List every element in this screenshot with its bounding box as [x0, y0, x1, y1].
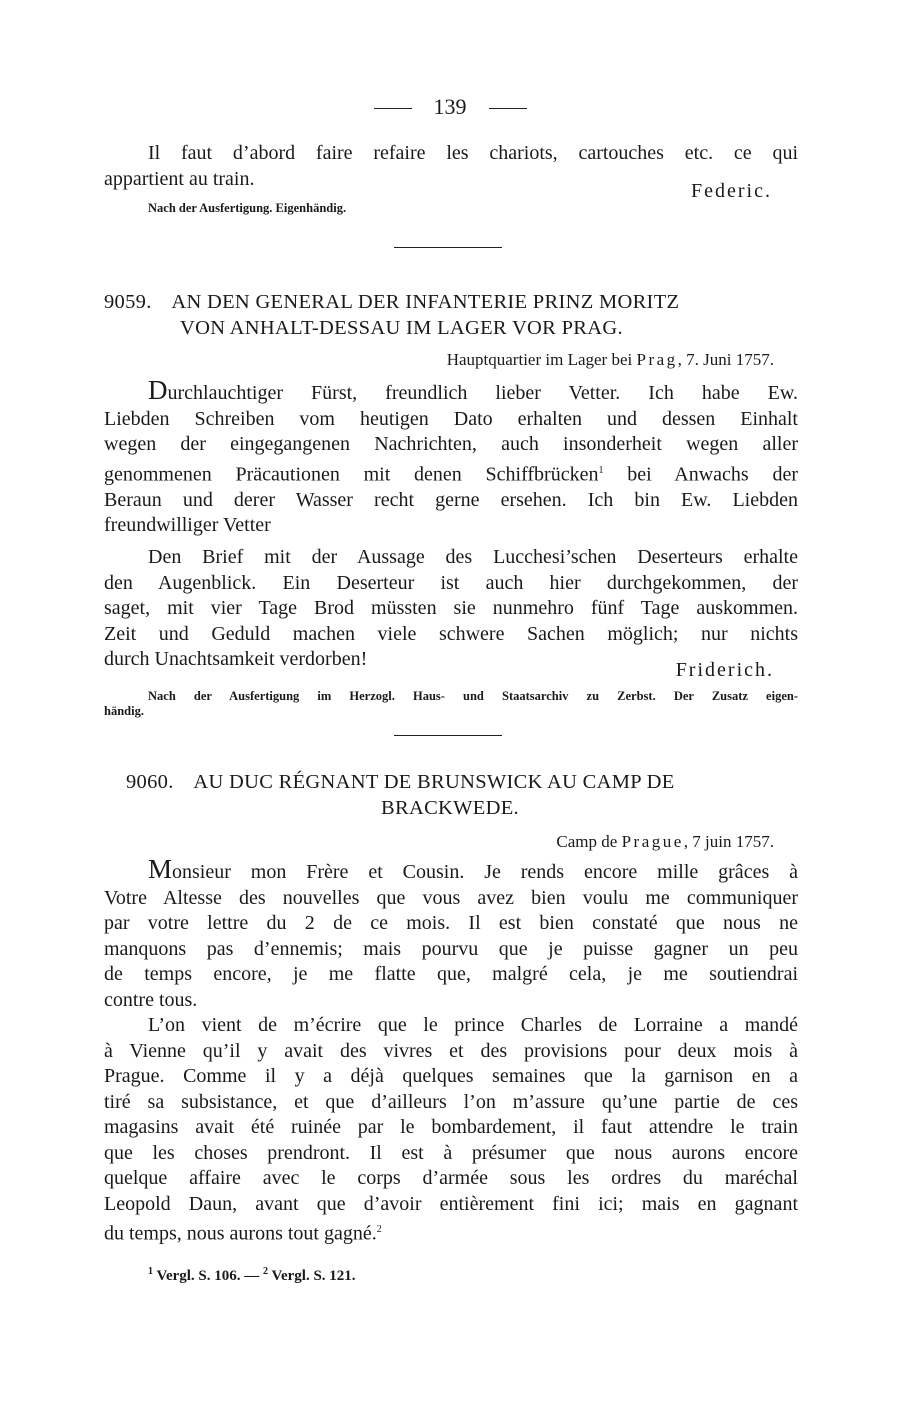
footnote-1: Vergl. S. 106. —: [156, 1268, 260, 1284]
letter-heading: [104, 289, 804, 315]
text-line: Durchlauchtiger Fürst, freundlich lieber Vetter. Ich habe Ew.: [148, 375, 798, 405]
text-line: manquons pas d’ennemis; mais pourvu que je puisse gagner un peu: [104, 937, 798, 960]
page-number-dash-left: [374, 108, 412, 109]
footnote-mark: 2: [376, 1224, 382, 1235]
text-line: que les choses prendront. Il est à présumer que nous aurons encore: [104, 1141, 798, 1164]
text-line: à Vienne qu’il y avait des vivres et des provisions pour deux mois à: [104, 1039, 798, 1062]
footnote-mark: 1: [148, 1266, 153, 1277]
section-divider: [394, 735, 502, 736]
text-line: par votre lettre du 2 de ce mois. Il est bien constaté que nous ne: [104, 912, 798, 934]
text-line: genommenen Präcautionen mit denen Schiffbrücken$^1$ bei Anwachs der: [104, 463, 798, 486]
text-line: Leopold Daun, avant que d’avoir entièrement fini ici; mais en gagnant: [104, 1192, 798, 1215]
letter-number: 9060.: [126, 771, 174, 793]
text-line: Den Brief mit der Aussage des Lucchesi’schen Deserteurs erhalte: [148, 546, 798, 568]
text-line: L’on vient de m’écrire que le prince Charles de Lorraine a mandé: [148, 1014, 798, 1036]
letter-paragraph: [104, 854, 798, 1013]
text-line: durch Unachtsamkeit verdorben!: [104, 648, 368, 670]
text-line: Votre Altesse des nouvelles que vous avez bien voulu me communiquer: [104, 886, 798, 909]
text-line: contre tous.: [104, 988, 198, 1011]
text-line: du temps, nous aurons tout gagné.$^2$: [104, 1222, 382, 1245]
text-line: quelque affaire avec le corps d’armée sous les ordres du maréchal: [104, 1167, 798, 1189]
footnote-2: Vergl. S. 121.: [271, 1268, 356, 1284]
section-divider: [394, 247, 502, 248]
footnote-mark: 2: [263, 1266, 269, 1277]
footnote-mark: 1: [598, 464, 604, 476]
page-number-dash-right: [489, 108, 527, 109]
letter-heading: [126, 769, 806, 795]
text-line: Beraun und derer Wasser recht gerne ersehen. Ich bin Ew. Liebden: [104, 488, 798, 511]
dateline-place: Prag: [636, 350, 678, 369]
signature-federic: Federic.: [691, 180, 772, 202]
letter-recipient: AU DUC RÉGNANT DE BRUNSWICK AU CAMP DE: [193, 771, 675, 793]
text-line: freundwilliger Vetter: [104, 514, 271, 537]
initial-letter: D: [148, 375, 168, 405]
signature-friderich: Friderich.: [675, 659, 774, 681]
text-line: saget, mit vier Tage Brod müssten sie nunmehro fünf Tage auskommen.: [104, 597, 798, 619]
letter-heading-line2: BRACKWEDE.: [381, 797, 519, 819]
text-line: tiré sa subsistance, et que d’ailleurs l’on m’assure qu’une partie de ces: [104, 1090, 798, 1113]
text-line: appartient au train.: [104, 167, 255, 190]
text-line: Prague. Comme il y a déjà quelques semaines que la garnison en a: [104, 1065, 798, 1087]
text-line: de temps encore, je me flatte que, malgré cela, je me soutiendrai: [104, 963, 798, 985]
text-line: magasins avait été ruinée par le bombardement, il faut attendre le train: [104, 1116, 798, 1138]
letter-paragraph: [104, 1013, 798, 1247]
dateline-place: Prague: [621, 832, 684, 851]
letter-dateline: Hauptquartier im Lager bei Prag, 7. Juni 1757.: [446, 350, 774, 369]
footnotes: [148, 1266, 748, 1285]
initial-letter: M: [148, 854, 173, 884]
letter-number: 9059.: [104, 291, 152, 313]
letter-dateline: Camp de Prague, 7 juin 1757.: [556, 832, 774, 851]
text-line: Monsieur mon Frère et Cousin. Je rends encore mille grâces à: [148, 854, 798, 884]
source-note: Nach der Ausfertigung. Eigenhändig.: [148, 201, 347, 215]
text-line: Zeit und Geduld machen viele schwere Sachen möglich; nur nichts: [104, 622, 798, 645]
text-line: Il faut d’abord faire refaire les chariots, cartouches etc. ce qui: [148, 142, 798, 164]
letter-postscript: [104, 545, 798, 673]
letter-recipient: AN DEN GENERAL DER INFANTERIE PRINZ MORITZ: [171, 291, 680, 313]
letter-heading-line2: VON ANHALT-DESSAU IM LAGER VOR PRAG.: [180, 317, 623, 339]
text-line: wegen der eingegangenen Nachrichten, auch insonderheit wegen aller: [104, 433, 798, 455]
text-line: Liebden Schreiben vom heutigen Dato erhalten und dessen Einhalt: [104, 407, 798, 430]
source-note: Nach der Ausfertigung im Herzogl. Haus- und Staatsarchiv zu Zerbst. Der Zusatz eigen- händig.: [104, 689, 798, 718]
text-line: den Augenblick. Ein Deserteur ist auch hier durchgekommen, der: [104, 571, 798, 594]
page-number: 139: [0, 92, 900, 122]
letter-paragraph: [104, 375, 798, 539]
